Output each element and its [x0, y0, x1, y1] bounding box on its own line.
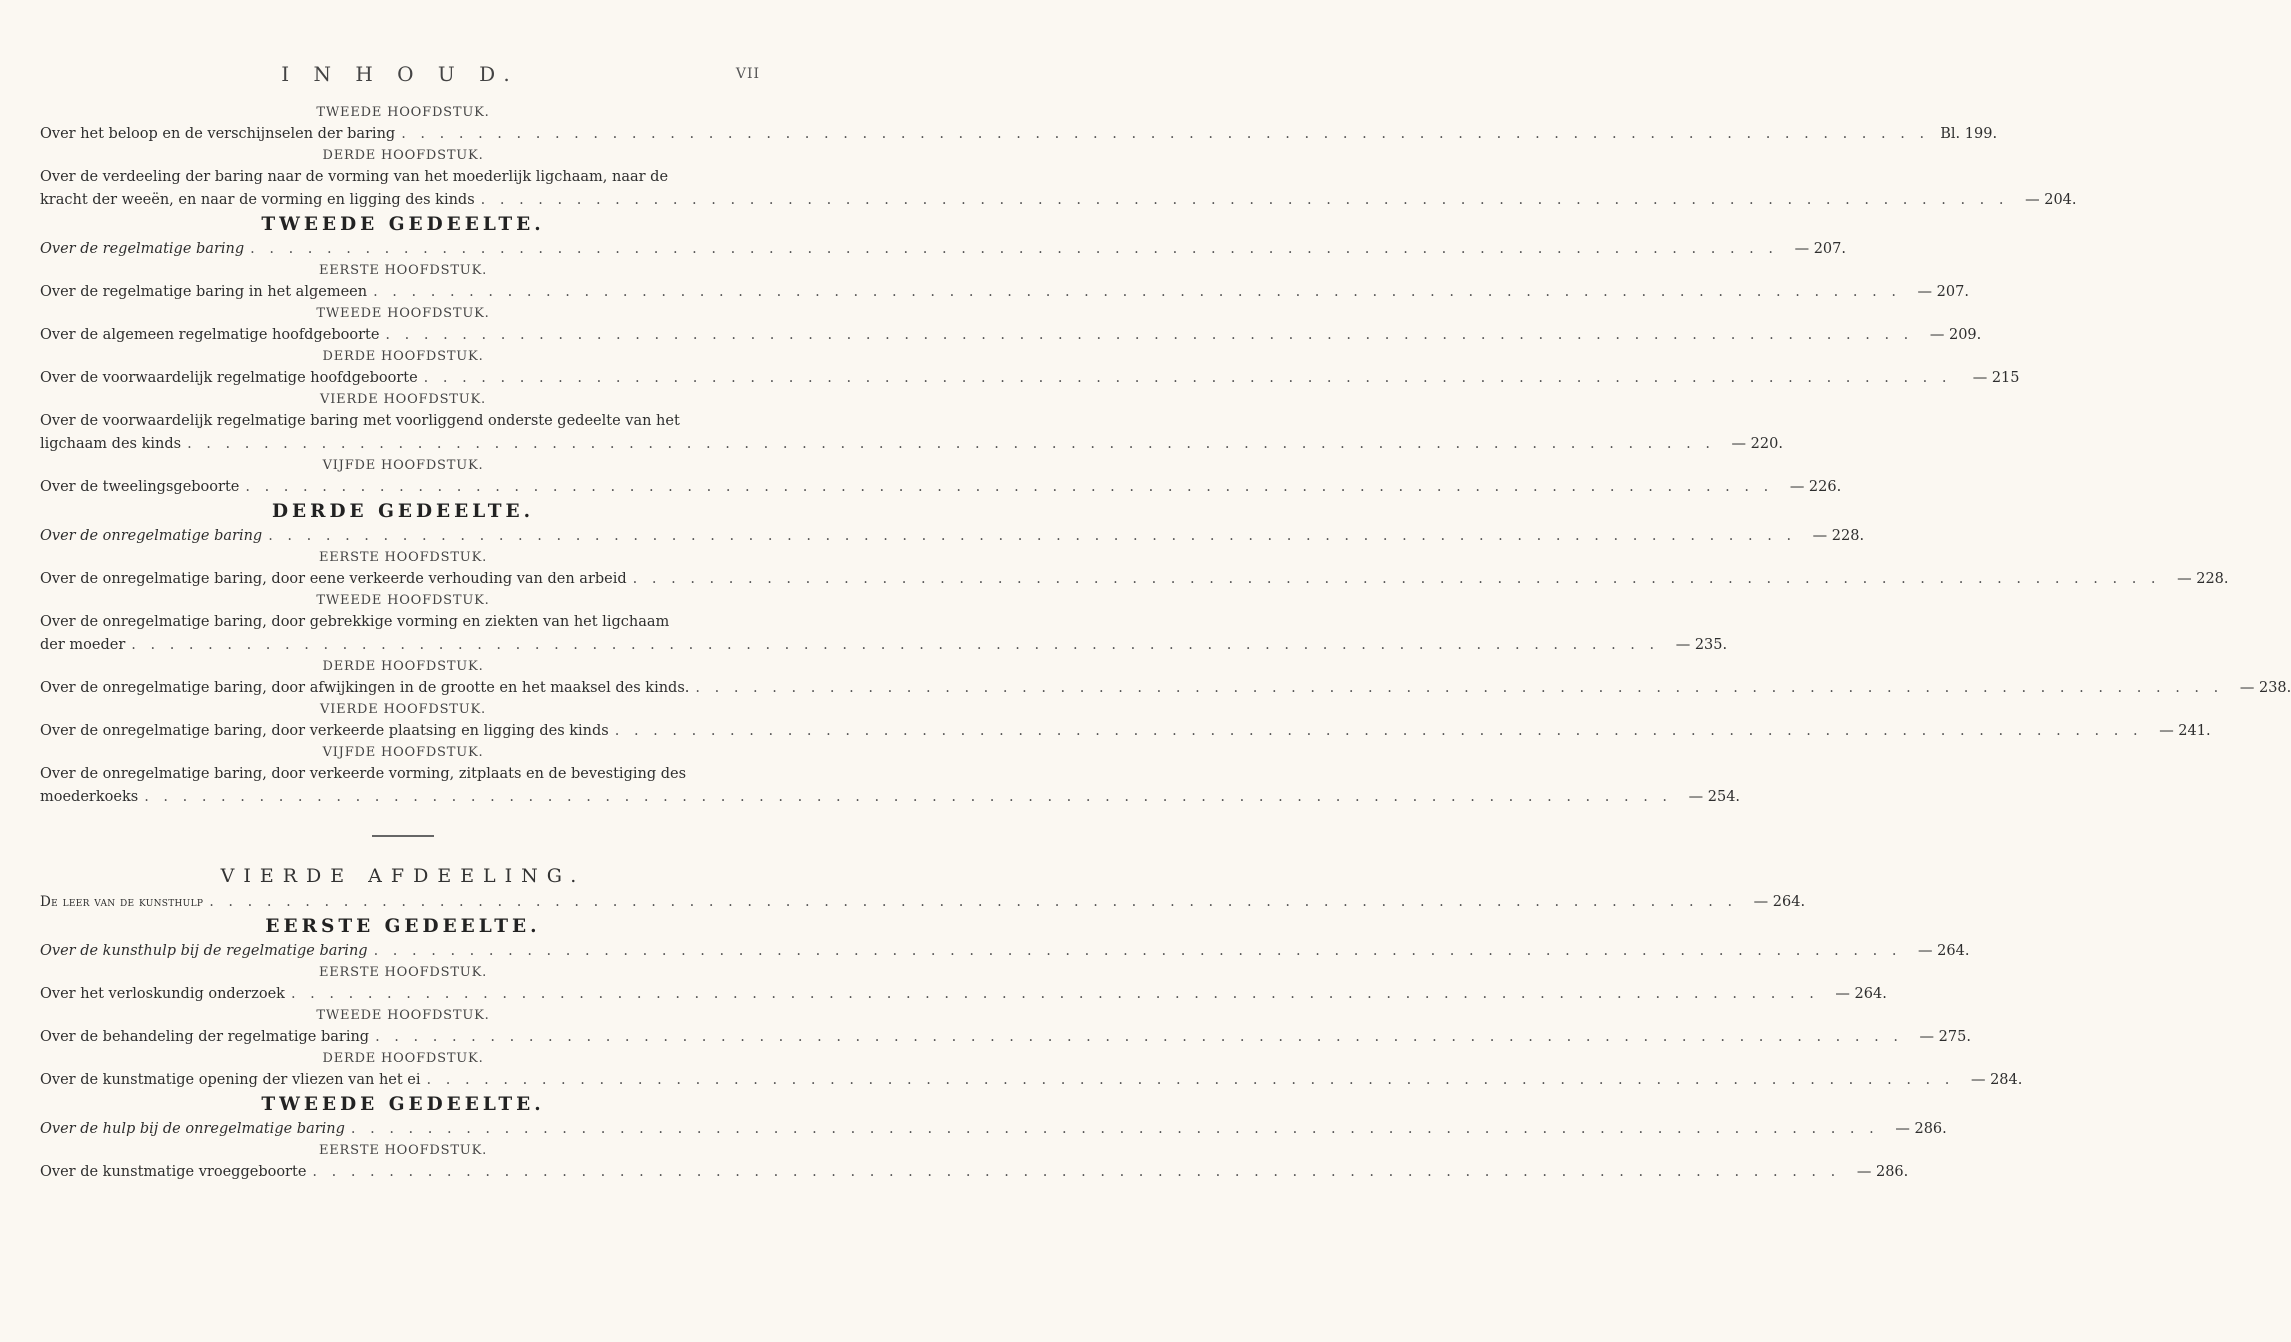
toc-page-ref: — 207. [1917, 284, 1969, 300]
chapter-heading: TWEEDE HOOFDSTUK. [316, 306, 490, 321]
toc-entry-title: Over de regelmatige baring in het algemeen [40, 284, 368, 300]
toc-entry-title: Over de voorwaardelijk regelmatige hoofdgeboorte [40, 370, 418, 386]
chapter-heading: EERSTE HOOFDSTUK. [318, 550, 488, 565]
chapter-heading: EERSTE HOOFDSTUK. [318, 263, 488, 278]
toc-page-ref: — 264. [1918, 943, 1970, 959]
part-heading: EERSTE GEDEELTE. [265, 916, 541, 937]
page-header-title: I N H O U D. [281, 62, 519, 86]
dot-leader: . . . . . . . . . . . . . . . . . . . . . . . . . . . . . . . . . . . . . . . . . . . . . . . . . . . . . . . . . . . . . . . . . . . . . . . . . . . . . . . . [614, 723, 2143, 739]
chapter-heading: EERSTE HOOFDSTUK. [318, 1143, 488, 1158]
toc-entry [40, 634, 1728, 657]
toc-entry [40, 281, 1969, 304]
toc-page-ref: — 215 [1972, 370, 2020, 386]
toc-entry [40, 367, 2020, 390]
toc-entry [40, 238, 1846, 261]
chapter-heading: VIJFDE HOOFDSTUK. [322, 458, 484, 473]
toc-entry-title: Over de onregelmatige baring, door afwijkingen in de grootte en het maaksel des kinds. [40, 680, 690, 696]
dot-leader: . . . . . . . . . . . . . . . . . . . . . . . . . . . . . . . . . . . . . . . . . . . . . . . . . . . . . . . . . . . . . . . . . . . . . . . . . . . . . . . . [632, 571, 2161, 587]
toc-entry [40, 677, 2291, 700]
part-heading: TWEEDE GEDEELTE. [261, 1094, 545, 1115]
chapter-heading: VIERDE HOOFDSTUK. [320, 702, 486, 717]
dot-leader: . . . . . . . . . . . . . . . . . . . . . . . . . . . . . . . . . . . . . . . . . . . . . . . . . . . . . . . . . . . . . . . . . . . . . . . . . . . . . . . . [144, 789, 1673, 805]
table-of-contents [40, 103, 2291, 1184]
toc-entry [40, 1069, 2023, 1092]
toc-entry-title: Over de regelmatige baring [40, 241, 245, 257]
toc-entry-title: der moeder [40, 637, 126, 653]
toc-entry-title: Over de hulp bij de onregelmatige baring [40, 1121, 345, 1137]
dot-leader: . . . . . . . . . . . . . . . . . . . . . . . . . . . . . . . . . . . . . . . . . . . . . . . . . . . . . . . . . . . . . . . . . . . . . . . . . . . . . . . . [268, 528, 1797, 544]
toc-entry [40, 189, 2077, 212]
toc-page-ref: — 207. [1794, 241, 1846, 257]
toc-entry-title: kracht der weeën, en naar de vorming en ligging des kinds [40, 192, 475, 208]
chapter-heading: DERDE HOOFDSTUK. [322, 659, 484, 674]
chapter-heading: VIERDE HOOFDSTUK. [320, 392, 486, 407]
dot-leader: . . . . . . . . . . . . . . . . . . . . . . . . . . . . . . . . . . . . . . . . . . . . . . . . . . . . . . . . . . . . . . . . . . . . . . . . . . . . . . . . [250, 241, 1778, 257]
dot-leader: . . . . . . . . . . . . . . . . . . . . . . . . . . . . . . . . . . . . . . . . . . . . . . . . . . . . . . . . . . . . . . . . . . . . . . . . . . . . . . . . [209, 894, 1738, 910]
toc-entry-line: Over de onregelmatige baring, door verkeerde vorming, zitplaats en de bevestiging des [40, 766, 687, 782]
dot-leader: . . . . . . . . . . . . . . . . . . . . . . . . . . . . . . . . . . . . . . . . . . . . . . . . . . . . . . . . . . . . . . . . . . . . . . . . . . . . . . . . [373, 284, 1901, 300]
division-heading: VIERDE AFDEELING. [220, 865, 586, 887]
toc-page-ref: — 284. [1970, 1072, 2023, 1088]
toc-entry [40, 123, 1998, 146]
toc-entry-line: Over de onregelmatige baring, door gebrekkige vorming en ziekten van het ligchaam [40, 614, 670, 630]
toc-entry [40, 1161, 1909, 1184]
toc-entry-title: Over het beloop en de verschijnselen der baring [40, 126, 396, 142]
toc-page-ref: — 228. [2177, 571, 2229, 587]
toc-page-ref: — 254. [1688, 789, 1741, 805]
dot-leader: . . . . . . . . . . . . . . . . . . . . . . . . . . . . . . . . . . . . . . . . . . . . . . . . . . . . . . . . . . . . . . . . . . . . . . . . . . . . . . . . [373, 943, 1902, 959]
chapter-heading: EERSTE HOOFDSTUK. [318, 965, 488, 980]
toc-page-ref: — 238. [2239, 680, 2291, 696]
dot-leader: . . . . . . . . . . . . . . . . . . . . . . . . . . . . . . . . . . . . . . . . . . . . . . . . . . . . . . . . . . . . . . . . . . . . . . . . . . . . . . . . [423, 370, 1952, 386]
toc-entry [40, 476, 1842, 499]
dot-leader: . . . . . . . . . . . . . . . . . . . . . . . . . . . . . . . . . . . . . . . . . . . . . . . . . . . . . . . . . . . . . . . . . . . . . . . . . . . . . . . . [480, 192, 2009, 208]
dot-leader: . . . . . . . . . . . . . . . . . . . . . . . . . . . . . . . . . . . . . . . . . . . . . . . . . . . . . . . . . . . . . . . . . . . . . . . . . . . . . . . . [131, 637, 1660, 653]
toc-page-ref: — 228. [1812, 528, 1865, 544]
toc-entry [40, 324, 1982, 347]
toc-entry-title: Over de algemeen regelmatige hoofdgeboorte [40, 327, 380, 343]
toc-entry [40, 940, 1970, 963]
toc-entry-line: Over de voorwaardelijk regelmatige baring met voorliggend onderste gedeelte van het [40, 413, 680, 429]
toc-page-ref: Bl. 199. [1940, 126, 1998, 142]
toc-page-ref: — 209. [1929, 327, 1982, 343]
toc-entry [40, 720, 2211, 743]
chapter-heading: DERDE HOOFDSTUK. [322, 148, 484, 163]
dot-leader: . . . . . . . . . . . . . . . . . . . . . . . . . . . . . . . . . . . . . . . . . . . . . . . . . . . . . . . . . . . . . . . . . . . . . . . . . . . . . . . . [695, 680, 2224, 696]
chapter-heading: TWEEDE HOOFDSTUK. [316, 105, 490, 120]
toc-entry-title: Over de kunstmatige vroeggeboorte [40, 1164, 307, 1180]
toc-entry [40, 525, 1865, 548]
toc-entry-title: Over de tweelingsgeboorte [40, 479, 240, 495]
toc-entry-title: Over de kunstmatige opening der vliezen van het ei [40, 1072, 421, 1088]
toc-entry-title: Over de onregelmatige baring, door verkeerde plaatsing en ligging des kinds [40, 723, 609, 739]
dot-leader: . . . . . . . . . . . . . . . . . . . . . . . . . . . . . . . . . . . . . . . . . . . . . . . . . . . . . . . . . . . . . . . . . . . . . . . . . . . . . . . . [375, 1029, 1903, 1045]
toc-page-ref: — 220. [1731, 436, 1783, 452]
dot-leader: . . . . . . . . . . . . . . . . . . . . . . . . . . . . . . . . . . . . . . . . . . . . . . . . . . . . . . . . . . . . . . . . . . . . . . . . . . . . . . . . [187, 436, 1715, 452]
toc-page-ref: — 204. [2025, 192, 2077, 208]
toc-page-ref: — 286. [1856, 1164, 1909, 1180]
toc-page-ref: — 264. [1835, 986, 1887, 1002]
toc-entry-title: Over de kunsthulp bij de regelmatige baring [40, 943, 368, 959]
dot-leader: . . . . . . . . . . . . . . . . . . . . . . . . . . . . . . . . . . . . . . . . . . . . . . . . . . . . . . . . . . . . . . . . . . . . . . . . . . . . . . . . [290, 986, 1819, 1002]
toc-entry-title: Over de behandeling der regelmatige baring [40, 1029, 370, 1045]
chapter-heading: DERDE HOOFDSTUK. [322, 349, 484, 364]
toc-entry-line: Over de verdeeling der baring naar de vorming van het moederlijk ligchaam, naar de [40, 169, 669, 185]
part-heading: TWEEDE GEDEELTE. [261, 214, 545, 235]
toc-entry [40, 568, 2229, 591]
chapter-heading: DERDE HOOFDSTUK. [322, 1051, 484, 1066]
toc-entry [40, 786, 1741, 809]
toc-page-ref: — 264. [1753, 894, 1806, 910]
toc-entry-title: moederkoeks [40, 789, 139, 805]
toc-page-ref: — 275. [1919, 1029, 1971, 1045]
toc-entry [40, 433, 1783, 456]
toc-entry-title: ligchaam des kinds [40, 436, 182, 452]
toc-page-ref: — 241. [2159, 723, 2211, 739]
toc-page-ref: — 235. [1675, 637, 1728, 653]
page-number: VII [735, 66, 760, 82]
section-divider [372, 835, 434, 837]
toc-entry-title: Over de onregelmatige baring, door eene verkeerde verhouding van den arbeid [40, 571, 627, 587]
toc-entry [40, 983, 1887, 1006]
chapter-heading: TWEEDE HOOFDSTUK. [316, 593, 490, 608]
dot-leader: . . . . . . . . . . . . . . . . . . . . . . . . . . . . . . . . . . . . . . . . . . . . . . . . . . . . . . . . . . . . . . . . . . . . . . . . . . . . . . . . [245, 479, 1774, 495]
dot-leader: . . . . . . . . . . . . . . . . . . . . . . . . . . . . . . . . . . . . . . . . . . . . . . . . . . . . . . . . . . . . . . . . . . . . . . . . . . . . . . . . [401, 126, 1930, 142]
toc-entry [40, 1118, 1947, 1141]
dot-leader: . . . . . . . . . . . . . . . . . . . . . . . . . . . . . . . . . . . . . . . . . . . . . . . . . . . . . . . . . . . . . . . . . . . . . . . . . . . . . . . . [385, 327, 1914, 343]
part-heading: DERDE GEDEELTE. [271, 501, 535, 522]
toc-page-ref: — 286. [1895, 1121, 1947, 1137]
chapter-heading: VIJFDE HOOFDSTUK. [322, 745, 484, 760]
toc-entry [40, 891, 1806, 914]
toc-page-ref: — 226. [1789, 479, 1842, 495]
dot-leader: . . . . . . . . . . . . . . . . . . . . . . . . . . . . . . . . . . . . . . . . . . . . . . . . . . . . . . . . . . . . . . . . . . . . . . . . . . . . . . . . [350, 1121, 1879, 1137]
toc-entry [40, 1026, 1971, 1049]
toc-entry-title: Over het verloskundig onderzoek [40, 986, 285, 1002]
dot-leader: . . . . . . . . . . . . . . . . . . . . . . . . . . . . . . . . . . . . . . . . . . . . . . . . . . . . . . . . . . . . . . . . . . . . . . . . . . . . . . . . [426, 1072, 1955, 1088]
toc-entry-title: Over de onregelmatige baring [40, 528, 263, 544]
chapter-heading: TWEEDE HOOFDSTUK. [316, 1008, 490, 1023]
dot-leader: . . . . . . . . . . . . . . . . . . . . . . . . . . . . . . . . . . . . . . . . . . . . . . . . . . . . . . . . . . . . . . . . . . . . . . . . . . . . . . . . [312, 1164, 1841, 1180]
toc-entry-title: De leer van de kunsthulp [40, 894, 204, 910]
